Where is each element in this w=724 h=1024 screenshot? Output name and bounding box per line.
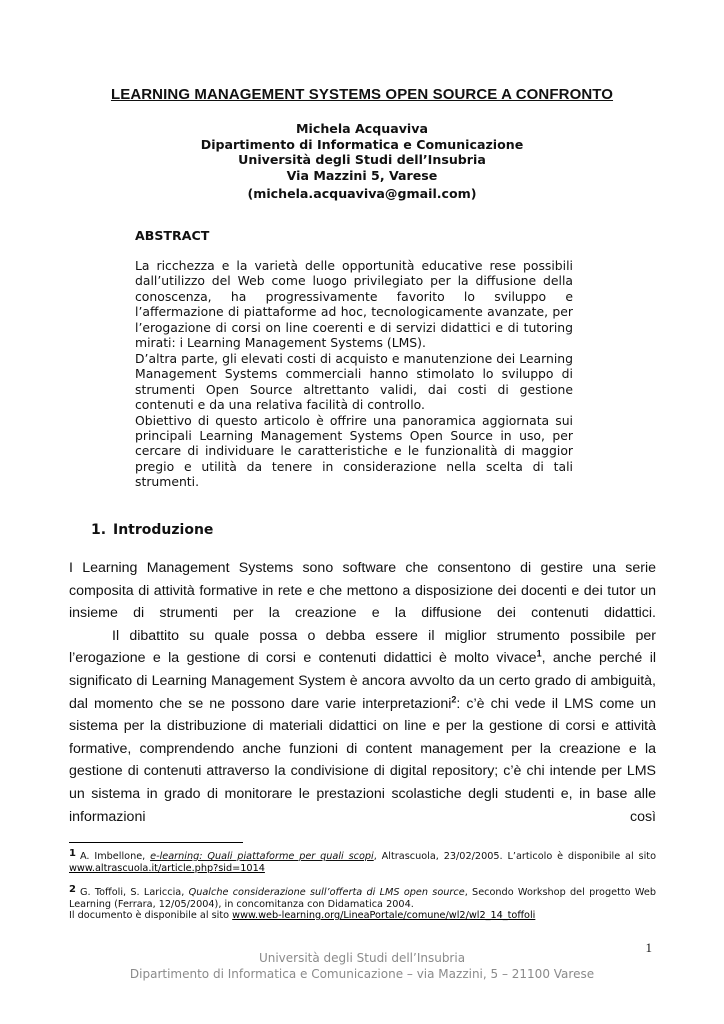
footnote-cited-title: e-learning: Quali piattaforme per quali scopi [150, 851, 374, 862]
author-address: Via Mazzini 5, Varese [286, 167, 438, 183]
author-university: Università degli Studi dell’Insubria [238, 152, 486, 167]
page-number: 1 [645, 940, 652, 955]
footer-university: Università degli Studi dell’Insubria [258, 951, 466, 965]
author-email: (michela.acquaviva@gmail.com) [247, 186, 477, 201]
footer-address: Dipartimento di Informatica e Comunicazione – via Mazzini, 5 – 21100 Varese [129, 966, 595, 981]
footnote-mark: 2 [69, 884, 76, 895]
abstract-paragraph: Obiettivo di questo articolo è offrire una panoramica aggiornata sui principali Learning Management Systems Open Source in uso, per cercare di individuare le caratteristiche e le funzionalità di maggior pregio e utilità da tenere in considerazione nella scelta di tali strumenti. [135, 412, 573, 490]
section-title: Introduzione [113, 522, 214, 538]
section-number: 1. [91, 522, 107, 538]
author-block [0, 121, 724, 202]
section-heading [91, 522, 213, 538]
intro-body [69, 557, 656, 828]
author-department: Dipartimento di Informatica e Comunicazione [200, 136, 524, 152]
abstract-body [135, 258, 573, 490]
footnote-text: Il documento è disponibile al sito [69, 910, 233, 922]
footnote-author: G. Toffoli, S. Lariccia, [79, 887, 189, 898]
abstract-heading: ABSTRACT [135, 228, 210, 243]
footnote-link[interactable]: www.web-learning.org/LineaPortale/comune/wl2/wl2_14_toffoli [232, 910, 536, 922]
footnote-mark: 1 [69, 848, 76, 859]
page-footer [0, 951, 724, 982]
footnote-1 [69, 848, 656, 874]
intro-paragraph-2 [69, 625, 656, 828]
footnote-ref-2[interactable]: 2 [451, 693, 457, 704]
intro-text: Il dibattito su quale possa o debba essere il miglior strumento possibile per l’erogazione e la gestione di corsi e contenuti didattici è molto vivace [69, 627, 656, 667]
author-name: Michela Acquaviva [296, 121, 428, 136]
footnote-author: A. Imbellone, [79, 851, 151, 862]
footnote-divider [69, 842, 243, 843]
footnote-text: , Secondo Workshop del progetto Web Learning (Ferrara, 12/05/2004), in concomitanza con Didamatica 2004. [69, 887, 657, 910]
footnote-ref-1[interactable]: 1 [536, 648, 542, 659]
footnote-cited-title: Qualche considerazione sull’offerta di LMS open source [188, 887, 465, 898]
footnote-2 [69, 884, 657, 922]
intro-text: , anche perché il significato di Learning Management System è ancora avvolto da un certo grado di ambiguità, dal momento che se ne possono dare varie interpretazioni [69, 650, 656, 712]
intro-text: : c’è chi vede il LMS come un sistema per la distribuzione di materiali didattici on line e per la gestione di corsi e attività formative, comprendendo anche funzioni di content management per la creazione e la gestione di contenuti attraverso la condivisione di digital repository; c’è chi intende per LMS un sistema in grado di monitorare le prestazioni scolastiche degli studenti e, in base alle informazioni così [69, 695, 656, 825]
footnote-link[interactable]: www.altrascuola.it/article.php?sid=1014 [69, 862, 265, 874]
abstract-paragraph: La ricchezza e la varietà delle opportunità educative rese possibili dall’utilizzo del Web come luogo privilegiato per la diffusione della conoscenza, ha progressivamente favorito lo sviluppo e l’affermazione di piattaforme ad hoc, tecnologicamente avanzate, per l’erogazione di corsi on line coerenti e di servizi didattici e di tutoring mirati: i Learning Management Systems (LMS). [135, 258, 573, 351]
paper-title: LEARNING MANAGEMENT SYSTEMS OPEN SOURCE A CONFRONTO [110, 86, 614, 103]
footnote-text: , Altrascuola, 23/02/2005. L’articolo è disponibile al sito [373, 851, 656, 862]
intro-paragraph-1: I Learning Management Systems sono software che consentono di gestire una serie composita di attività formative in rete e che mettono a disposizione dei docenti e dei tutor un insieme di strumenti per la creazione e la diffusione dei contenuti didattici. [69, 560, 656, 622]
abstract-paragraph: D’altra parte, gli elevati costi di acquisto e manutenzione dei Learning Management Systems commerciali hanno stimolato lo sviluppo di strumenti Open Source altrettanto validi, dai costi di gestione contenuti e da una relativa facilità di controllo. [135, 350, 573, 413]
